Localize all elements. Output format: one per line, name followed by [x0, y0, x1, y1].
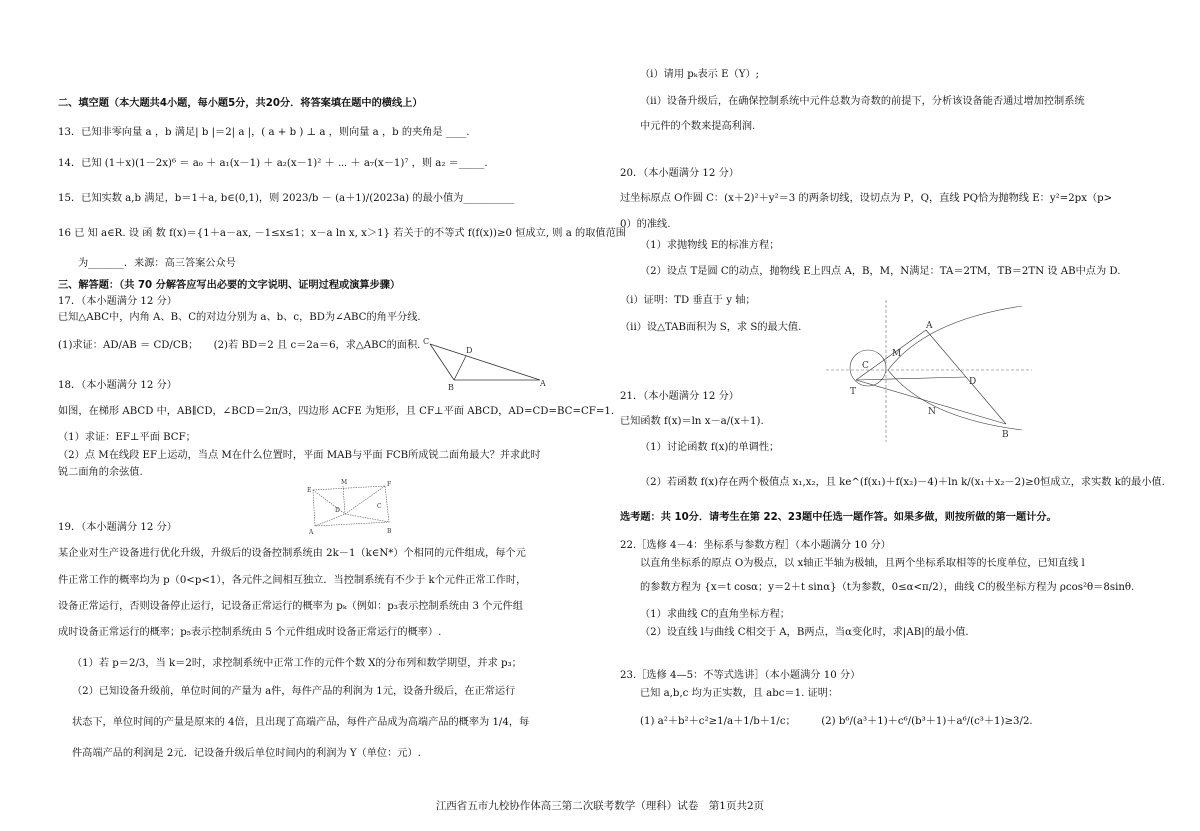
- question-21-heading: 21．（本小题满分 12 分）: [620, 391, 739, 402]
- triangle-label-c: C: [423, 337, 430, 346]
- section-elective-header: 选考题：共 10分．请考生在第 22、23题中任选一题作答。如果多做，则按所做的第一题计分。: [620, 512, 1057, 523]
- section-fill-blank-header: 二、填空题（本大题共4小题，每小题5分，共20分．将答案填在题中的横线上）: [58, 98, 423, 109]
- question-19-part-2: （2）已知设备升级前，单位时间的产量为 a件，每件产品的利润为 1元，设备升级后，在正常运行: [72, 686, 516, 697]
- triangle-label-a: A: [540, 379, 546, 388]
- solid-label-c: C: [377, 503, 382, 510]
- question-17-stem: 已知△ABC中，内角 A、B、C的对边分别为 a、b、c，BD为∠ABC的角平分线.: [58, 312, 421, 323]
- solid-label-e: E: [307, 487, 312, 494]
- question-19-line-2: 件正常工作的概率均为 p（0<p<1），各元件之间相互独立．当控制系统有不少于 k个元件正常工作时，: [58, 575, 527, 586]
- question-18-heading: 18．（本小题满分 12 分）: [58, 380, 177, 391]
- triangle-label-d: D: [466, 346, 473, 355]
- question-19-part-2-cont: 状态下，单位时间的产量是原来的 4倍，且出现了高端产品，每件产品成为高端产品的概率为 1/4，每: [72, 717, 530, 728]
- question-21-stem: 已知函数 f(x)＝ln x－a/(x＋1).: [620, 416, 764, 427]
- question-22-stem: 以直角坐标系的原点 O为极点，以 x轴正半轴为极轴，且两个坐标系取相等的长度单位，已知直线 l: [640, 558, 1085, 569]
- page-footer: 江西省五市九校协作体高三第二次联考数学（理科）试卷 第1页共2页: [435, 800, 765, 812]
- question-18-part-2-cont: 锐二面角的余弦值.: [58, 467, 143, 478]
- question-18-stem: 如图，在梯形 ABCD 中，AB∥CD，∠BCD＝2π/3，四边形 ACFE 为矩形，且 CF⊥平面 ABCD，AD=CD=BC=CF=1.: [58, 406, 615, 417]
- question-23-stem: 已知 a,b,c 均为正实数，且 abc＝1. 证明：: [640, 688, 839, 699]
- question-23-heading: 23.［选修 4—5：不等式选讲］（本小题满分 10 分）: [620, 670, 861, 681]
- question-19-sub-ii-cont: 中元件的个数来提高利润.: [640, 121, 756, 132]
- question-18-part-1: （1）求证：EF⊥平面 BCF；: [58, 432, 196, 443]
- solid-label-f: F: [387, 481, 392, 488]
- parabola-label-n: N: [928, 407, 936, 417]
- question-17-heading: 17．（本小题满分 12 分）: [58, 296, 177, 307]
- solid-edge-3: [345, 514, 389, 522]
- parabola-label-m: M: [892, 349, 902, 359]
- question-19-heading: 19．（本小题满分 12 分）: [58, 522, 177, 533]
- question-14: 14．已知 (1＋x)(1－2x)⁶ ＝ a₀ ＋ a₁(x－1) ＋ a₂(x－1)² ＋ ⋯ ＋ a₇(x－1)⁷ ，则 a₂ ＝_____.: [58, 158, 488, 169]
- solid-edge-1: [313, 490, 345, 514]
- solid-label-a: A: [309, 529, 314, 536]
- question-15: 15．已知实数 a,b 满足，b＝1＋a, b∈(0,1)，则 2023/b － (a＋1)/(2023a) 的最小值为__________: [58, 193, 515, 204]
- question-22-heading: 22.［选修 4－4：坐标系与参数方程］（本小题满分 10 分）: [620, 540, 891, 551]
- question-19-part-2-end: 件高端产品的利润是 2元．记设备升级后单位时间内的利润为 Y（单位：元）.: [72, 748, 421, 759]
- parabola-label-c: C: [862, 361, 869, 371]
- question-19-line-4: 成时设备正常运行的概率；p₅表示控制系统由 5 个元件组成时设备正常运行的概率）.: [58, 627, 442, 638]
- question-20-part-2-i: （i）证明：TD 垂直于 y 轴；: [620, 295, 756, 306]
- question-20-stem-cont: 0）的准线.: [620, 219, 671, 230]
- solid-label-b: B: [387, 528, 392, 535]
- question-19-part-1: （1）若 p＝2/3，当 k＝2时，求控制系统中正常工作的元件个数 X的分布列和数学期望，并求 p₃；: [72, 658, 522, 669]
- parabola-label-b: B: [1002, 430, 1009, 440]
- question-21-part-2: （2）若函数 f(x)存在两个极值点 x₁,x₂，且 ke^(f(x₁)＋f(x₂)－4)＋ln k/(x₁＋x₂－2)≥0恒成立，求实数 k的最小值.: [640, 477, 1165, 488]
- question-22-part-2: （2）设直线 l与曲线 C相交于 A，B两点，当α变化时，求|AB|的最小值.: [640, 627, 969, 638]
- question-17-parts: (1)求证：AD/AB ＝ CD/CB； (2)若 BD＝2 且 c＝2a＝6，求△ABC的面积.: [58, 340, 421, 351]
- question-20-stem: 过坐标原点 O作圆 C：(x＋2)²＋y²＝3 的两条切线，设切点为 P，Q，直线 PQ恰为抛物线 E：y²=2px（p>: [620, 193, 1113, 204]
- solid-label-m: M: [341, 479, 348, 486]
- question-22-param: 的参数方程为 {x＝t cosα；y＝2＋t sinα}（t为参数，0≤α<π/2），曲线 C的极坐标方程为 ρcos²θ＝8sinθ.: [640, 582, 1135, 593]
- parabola-label-t: T: [850, 387, 857, 397]
- question-23-parts: (1) a²＋b²＋c²≥1/a＋1/b＋1/c； (2) b⁶/(a³＋1)＋c⁶/(b³＋1)＋a⁶/(c³＋1)≥3/2.: [640, 716, 1033, 727]
- question-13: 13．已知非零向量 a ，b 满足| b |＝2| a |，( a + b ) ⊥ a ，则向量 a ，b 的夹角是 ____.: [58, 127, 470, 138]
- question-19-line-1: 某企业对生产设备进行优化升级，升级后的设备控制系统由 2k－1（k∈N*）个相同的元件组成，每个元: [58, 548, 526, 559]
- parabola-figure: [826, 300, 1032, 442]
- question-19-sub-ii: （ⅱ）设备升级后，在确保控制系统中元件总数为奇数的前提下，分析该设备能否通过增加控制系统: [640, 96, 1085, 107]
- parabola-e: [888, 306, 1022, 430]
- question-16-answer-line: 为_______．来源：高三答案公众号: [78, 258, 236, 269]
- question-20-heading: 20．（本小题满分 12 分）: [620, 168, 739, 179]
- triangle-side-cb: [430, 344, 454, 380]
- segment-tb: [856, 380, 1006, 424]
- triangle-side-ca: [430, 344, 540, 380]
- triangle-figure: [420, 336, 550, 396]
- segment-ta: [856, 330, 926, 380]
- question-19-line-3: 设备正常运行，否则设备停止运行，记设备正常运行的概率为 pₖ（例如：p₃表示控制系统由 3 个元件组: [58, 601, 523, 612]
- section-solutions-header: 三、解答题：（共 70 分解答应写出必要的文字说明、证明过程或演算步骤）: [58, 280, 401, 291]
- solid-edge-4: [315, 514, 345, 526]
- question-16: 16 已 知 a∈R. 设 函 数 f(x)＝{1＋a－ax, －1≤x≤1；x－a ln x, x＞1} 若关于的不等式 f(f(x))≥0 恒成立, 则 a 的取值范围: [58, 228, 626, 239]
- segment-td: [856, 377, 966, 380]
- solid-figure: [305, 478, 395, 536]
- question-20-part-2-ii: （ii）设△TAB面积为 S，求 S的最大值.: [620, 322, 802, 333]
- question-18-part-2: （2）点 M在线段 EF上运动，当点 M在什么位置时，平面 MAB与平面 FCB所成锐二面角最大？并求此时: [58, 450, 541, 461]
- question-19-sub-i: （ⅰ）请用 pₖ表示 E（Y）;: [640, 69, 760, 80]
- question-20-part-2: （2）设点 T是圆 C的动点，抛物线 E上四点 A，B，M，N满足：TA＝2TM，TB＝2TN 设 AB中点为 D.: [640, 266, 1121, 277]
- question-20-part-1: （1）求抛物线 E的标准方程；: [640, 240, 780, 251]
- parabola-label-d: D: [969, 377, 977, 387]
- triangle-label-b: B: [448, 383, 454, 392]
- solid-label-d: D: [335, 507, 340, 514]
- question-22-part-1: （1）求曲线 C的直角坐标方程；: [640, 609, 790, 620]
- triangle-bisector-bd: [454, 356, 466, 380]
- question-21-part-1: （1）讨论函数 f(x)的单调性；: [640, 442, 780, 453]
- solid-edge-5: [343, 486, 345, 514]
- parabola-label-a: A: [926, 321, 933, 331]
